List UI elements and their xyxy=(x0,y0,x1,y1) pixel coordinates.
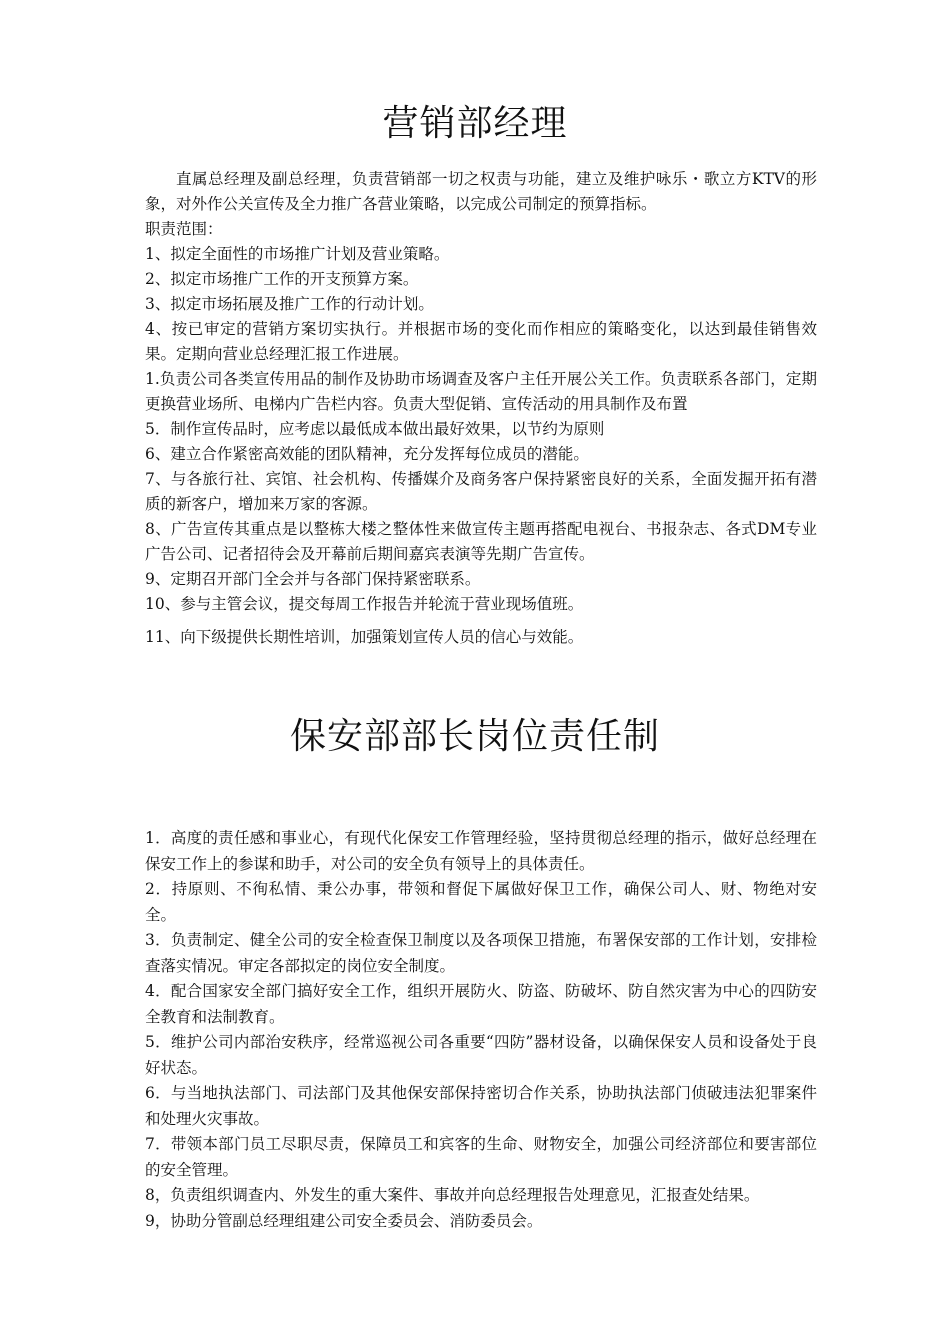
security-item: 3．负责制定、健全公司的安全检查保卫制度以及各项保卫措施，布署保安部的工作计划，安排检查落实情况。审定各部拟定的岗位安全制度。 xyxy=(145,931,817,975)
marketing-manager-title: 营销部经理 xyxy=(382,103,568,144)
marketing-item: 3、拟定市场拓展及推广工作的行动计划。 xyxy=(145,295,434,313)
security-item: 9，协助分管副总经理组建公司安全委员会、消防委员会。 xyxy=(145,1211,543,1230)
security-item: 5．维护公司内部治安秩序，经常巡视公司各重要“四防”器材设备，以确保保安人员和设备处于良好状态。 xyxy=(145,1033,817,1077)
security-item: 7．带领本部门员工尽职尽责，保障员工和宾客的生命、财物安全，加强公司经济部位和要害部位的安全管理。 xyxy=(145,1135,817,1179)
security-chief-section xyxy=(145,826,817,1234)
marketing-item: 6、建立合作紧密高效能的团队精神，充分发挥每位成员的潜能。 xyxy=(145,445,589,463)
security-item: 4．配合国家安全部门搞好安全工作，组织开展防火、防盗、防破坏、防自然灾害为中心的四防安全教育和法制教育。 xyxy=(145,982,817,1026)
marketing-item: 10、参与主管会议，提交每周工作报告并轮流于营业现场值班。 xyxy=(145,595,584,613)
marketing-intro-paragraph: 直属总经理及副总经理，负责营销部一切之权责与功能，建立及维护咏乐・歌立方KTV的形象，对外作公关宣传及全力推广各营业策略，以完成公司制定的预算指标。 xyxy=(145,170,817,213)
marketing-item: 2、拟定市场推广工作的开支预算方案。 xyxy=(145,270,419,288)
security-item: 8，负责组织调查内、外发生的重大案件、事故并向总经理报告处理意见，汇报查处结果。 xyxy=(145,1186,760,1204)
marketing-item: 1、拟定全面性的市场推广计划及营业策略。 xyxy=(145,245,450,263)
security-item: 6．与当地执法部门、司法部门及其他保安部保持密切合作关系，协助执法部门侦破违法犯罪案件和处理火灾事故。 xyxy=(145,1084,817,1128)
marketing-manager-section xyxy=(145,167,817,650)
marketing-item: 8、广告宣传其重点是以整栋大楼之整体性来做宣传主题再搭配电视台、书报杂志、各式DM专业广告公司、记者招待会及开幕前后期间嘉宾表演等先期广告宣传。 xyxy=(145,520,817,563)
marketing-item: 4、按已审定的营销方案切实执行。并根据市场的变化而作相应的策略变化，以达到最佳销售效果。定期向营业总经理汇报工作进展。 xyxy=(145,320,817,363)
marketing-item: 5．制作宣传品时，应考虑以最低成本做出最好效果，以节约为原则 xyxy=(145,420,605,438)
scope-label: 职责范围： xyxy=(145,220,223,238)
marketing-item: 11、向下级提供长期性培训，加强策划宣传人员的信心与效能。 xyxy=(145,628,584,646)
marketing-item: 1.负责公司各类宣传用品的制作及协助市场调查及客户主任开展公关工作。负责联系各部门，定期更换营业场所、电梯内广告栏内容。负责大型促销、宣传活动的用具制作及布置 xyxy=(145,370,817,413)
security-item: 1．高度的责任感和事业心，有现代化保安工作管理经验，坚持贯彻总经理的指示，做好总经理在保安工作上的参谋和助手，对公司的安全负有领导上的具体责任。 xyxy=(145,829,817,873)
security-chief-title: 保安部部长岗位责任制 xyxy=(289,716,660,757)
security-item: 2．持原则、不徇私情、秉公办事，带领和督促下属做好保卫工作，确保公司人、财、物绝对安全。 xyxy=(145,880,817,924)
marketing-item: 7、与各旅行社、宾馆、社会机构、传播媒介及商务客户保持紧密良好的关系，全面发掘开拓有潜质的新客户，增加来万家的客源。 xyxy=(145,470,817,513)
marketing-item: 9、定期召开部门全会并与各部门保持紧密联系。 xyxy=(145,570,481,588)
